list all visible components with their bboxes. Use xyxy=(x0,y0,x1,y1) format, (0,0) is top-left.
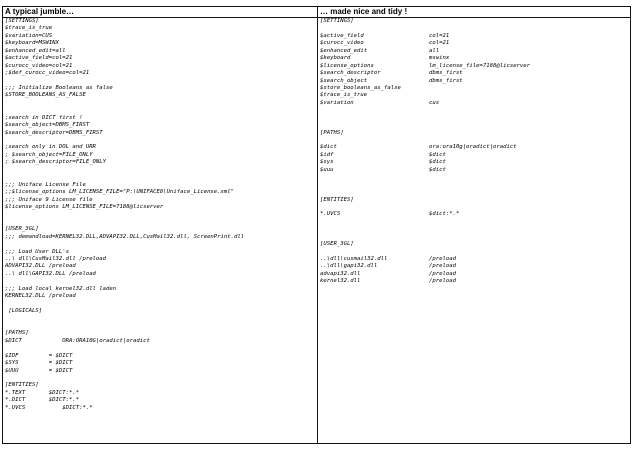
left-config-line: ADVAPI32.DLL /preload xyxy=(5,263,76,270)
right-config-line xyxy=(320,174,630,181)
left-config-line xyxy=(5,375,317,382)
right-config-value: mswinx xyxy=(429,55,450,62)
left-config-line: ;;; Uniface 9 License file xyxy=(5,196,93,203)
left-config-line xyxy=(5,100,317,107)
left-config-line: $search_descriptor=DBMS_FIRST xyxy=(5,129,103,136)
right-config-line xyxy=(320,115,630,122)
right-config-key: [PATHS] xyxy=(320,129,344,136)
right-config-line xyxy=(320,100,630,107)
left-config-line: $variation=CUS xyxy=(5,32,53,39)
right-config-line xyxy=(320,78,630,85)
left-config-line: ;;; Load User DLL's xyxy=(5,248,69,255)
right-config-line xyxy=(320,197,630,204)
left-config-line: ;$def_curocc_video=col=21 xyxy=(5,70,90,77)
left-config-line: ;;$license_options LM_LICENSE_FILE="P:\UNIFACE8\Uniface_License.xml" xyxy=(5,189,235,196)
left-config-line: ;search only in DOL and URR xyxy=(5,144,96,151)
right-config-line xyxy=(320,70,630,77)
left-config-line xyxy=(5,137,317,144)
right-config-listing xyxy=(318,18,630,286)
left-config-line xyxy=(5,211,317,218)
left-config-line: ;;; Uniface License File xyxy=(5,181,86,188)
right-config-value: lm_license_file=7188@licserver xyxy=(429,62,531,69)
right-config-line xyxy=(320,211,630,218)
right-config-value: $dict xyxy=(429,151,446,158)
right-config-cell xyxy=(318,18,631,444)
left-config-cell xyxy=(3,18,318,444)
right-config-key: [SETTINGS] xyxy=(320,18,354,24)
right-config-key: $idf xyxy=(320,151,334,158)
right-config-value: ora:ora10g|oradict|oradict xyxy=(429,144,517,151)
right-config-key: $dict xyxy=(320,144,337,151)
right-config-key: $uuu xyxy=(320,166,334,173)
right-config-line xyxy=(320,107,630,114)
right-config-line xyxy=(320,92,630,99)
right-config-line xyxy=(320,226,630,233)
right-config-key: [USER_3GL] xyxy=(320,241,354,248)
left-config-line: [SETTINGS] xyxy=(5,18,39,24)
right-config-value: $dict xyxy=(429,159,446,166)
right-config-line xyxy=(320,33,630,40)
right-config-line xyxy=(320,144,630,151)
right-config-line xyxy=(320,219,630,226)
right-config-value: /preload xyxy=(429,278,456,285)
comparison-table xyxy=(2,6,631,444)
left-config-line: ;search in DICT first ! xyxy=(5,114,83,121)
left-config-line xyxy=(5,174,317,181)
right-config-line xyxy=(320,204,630,211)
right-config-value: /preload xyxy=(429,270,456,277)
left-config-line: [ENTITIES] xyxy=(5,382,39,389)
right-config-value: col=21 xyxy=(429,32,450,39)
left-config-line xyxy=(5,107,317,114)
right-config-value: all xyxy=(429,47,440,54)
left-config-line: KERNEL32.DLL /preload xyxy=(5,293,76,300)
left-config-line xyxy=(5,241,317,248)
right-config-value: col=21 xyxy=(429,40,450,47)
left-config-line: $DICT ORA:ORA10G|oradict|oradict xyxy=(5,337,150,344)
right-config-key: $keyboard xyxy=(320,55,351,62)
right-config-line xyxy=(320,25,630,32)
right-config-key: $search_descriptor xyxy=(320,70,381,77)
left-config-line: ; $search_descriptor=FILE_ONLY xyxy=(5,159,107,166)
right-config-key: kernel32.dll xyxy=(320,278,361,285)
left-config-line xyxy=(5,78,317,85)
right-config-key: $active_field xyxy=(320,32,364,39)
left-config-line: ..\ dll\GAPI32.DLL /preload xyxy=(5,270,96,277)
left-config-line xyxy=(5,167,317,174)
left-config-line: [USER_3GL] xyxy=(5,226,39,233)
left-config-line: $keyboard=MSWINX xyxy=(5,40,59,47)
right-config-line xyxy=(320,63,630,70)
right-config-line xyxy=(320,241,630,248)
left-config-line xyxy=(5,278,317,285)
right-config-value: cus xyxy=(429,99,440,106)
header-row xyxy=(3,7,631,18)
left-config-line xyxy=(5,301,317,308)
right-config-key: ..\dll\gapi32.dll xyxy=(320,263,378,270)
right-config-key: $license_options xyxy=(320,62,374,69)
right-config-line xyxy=(320,48,630,55)
left-config-line: ;;; Initialize Booleans as false xyxy=(5,84,113,91)
left-config-line: *.DICT $DICT:*.* xyxy=(5,397,80,404)
left-config-line: $active_field=col=21 xyxy=(5,55,73,62)
left-config-line: $trace_is_true xyxy=(5,25,53,32)
right-config-line xyxy=(320,234,630,241)
right-config-line xyxy=(320,137,630,144)
right-config-line xyxy=(320,55,630,62)
right-config-key: $sys xyxy=(320,159,334,166)
right-config-value: dbms_first xyxy=(429,70,463,77)
right-config-line xyxy=(320,271,630,278)
left-config-line xyxy=(5,323,317,330)
left-config-line xyxy=(5,219,317,226)
comparison-page xyxy=(2,6,630,444)
left-config-line: $IDF = $DICT xyxy=(5,352,73,359)
right-config-line xyxy=(320,189,630,196)
left-config-line: $search_object=DBMS_FIRST xyxy=(5,122,90,129)
right-config-line xyxy=(320,122,630,129)
right-config-line xyxy=(320,152,630,159)
right-config-key: [ENTITIES] xyxy=(320,196,354,203)
right-config-line xyxy=(320,278,630,285)
right-config-line xyxy=(320,159,630,166)
left-config-line: $enhanced_edit=all xyxy=(5,47,66,54)
right-config-line xyxy=(320,249,630,256)
right-config-value: $dict xyxy=(429,166,446,173)
right-config-key: $enhanced_edit xyxy=(320,47,368,54)
left-config-line: ; $search_object=FILE_ONLY xyxy=(5,151,93,158)
left-config-listing xyxy=(3,18,317,412)
left-config-line: ;;; Load local kernel32.dll laden xyxy=(5,285,117,292)
left-config-line: [LOGICALS] xyxy=(5,308,43,315)
right-config-line xyxy=(320,85,630,92)
right-config-key: $store_booleans_as_false xyxy=(320,84,401,91)
right-config-line xyxy=(320,167,630,174)
right-config-line xyxy=(320,40,630,47)
left-config-line xyxy=(5,345,317,352)
right-config-key: $trace_is_true xyxy=(320,92,368,99)
right-config-value: dbms_first xyxy=(429,77,463,84)
left-config-line: $SYS = $DICT xyxy=(5,360,73,367)
left-config-line: $license_options LM_LICENSE_FILE=7188@licserver xyxy=(5,203,164,210)
right-config-line xyxy=(320,256,630,263)
right-config-key: $curocc_video xyxy=(320,40,364,47)
right-config-line xyxy=(320,263,630,270)
left-config-line: $curocc_video=col=21 xyxy=(5,62,73,69)
right-config-line xyxy=(320,18,630,25)
right-config-key: $variation xyxy=(320,99,354,106)
right-config-line xyxy=(320,182,630,189)
right-config-key: $search_object xyxy=(320,77,368,84)
left-config-line: *.UVCS $DICT:*.* xyxy=(5,404,93,411)
left-column-header: A typical jumble… xyxy=(3,7,318,18)
left-config-line xyxy=(5,316,317,323)
right-config-line xyxy=(320,130,630,137)
right-config-value: $dict:*.* xyxy=(429,211,460,218)
content-row xyxy=(3,18,631,444)
right-config-value: /preload xyxy=(429,263,456,270)
left-config-line: *.TEXT $DICT:*.* xyxy=(5,389,80,396)
right-config-key: *.UVCS xyxy=(320,211,341,218)
left-config-line: ;;; demandload=KERNEL32.DLL,ADVAPI32.DLL,CusMail32.dll, ScreenPrint.dll xyxy=(5,233,245,240)
right-config-value: /preload xyxy=(429,256,456,262)
right-config-key: advapi32.dll xyxy=(320,270,361,277)
left-config-line: ..\ dll\CusMail32.dll /preload xyxy=(5,256,107,262)
left-config-line: [PATHS] xyxy=(5,330,29,337)
right-column-header: … made nice and tidy ! xyxy=(318,7,631,18)
left-config-line: $STORE_BOOLEANS_AS_FALSE xyxy=(5,92,86,99)
right-config-key: ..\dll\cusmail32.dll xyxy=(320,256,388,262)
left-config-line: $UUU = $DICT xyxy=(5,367,73,374)
